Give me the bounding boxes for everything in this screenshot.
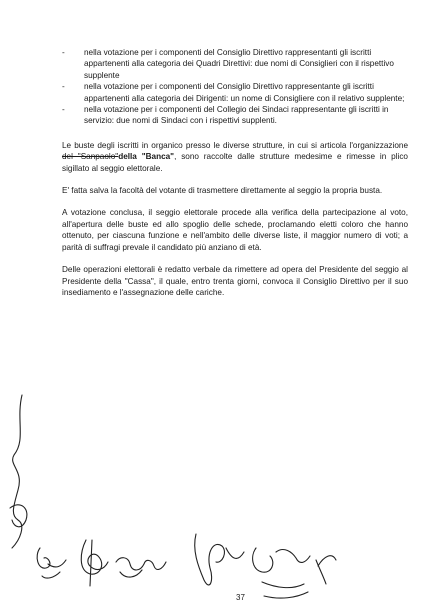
signature-3: [116, 558, 166, 577]
bullet-text: nella votazione per i componenti del Collegio dei Sindaci rappresentante gli iscritti in servizio: due nomi di Sindaci con i rispettivi supplenti.: [84, 105, 389, 126]
paragraph-votazione: A votazione conclusa, il seggio elettorale procede alla verifica della partecipazione al voto, all'apertura delle buste ed allo spoglio delle schede, proclamando eletti coloro che hanno ottenuto, per ciascuna funzione e nell'ambito delle diverse liste, il maggior numero di voti; a parità di suffragi prevale il candidato più anziano di età.: [62, 208, 408, 252]
paragraph-facolta: E' fatta salva la facoltà del votante di trasmettere direttamente al seggio la propria busta.: [62, 186, 383, 196]
bullet-text: nella votazione per i componenti del Consiglio Direttivo rappresentanti gli iscritti appartenenti alla categoria dei Quadri Direttivi: due nomi di Consiglieri con il rispettivo supplente: [84, 48, 394, 80]
signature-6: [316, 556, 336, 584]
signature-2: [81, 540, 108, 586]
paragraph-verbale: Delle operazioni elettorali è redatto verbale da rimettere ad opera del Presidente del seggio al Presidente della "Cassa", il quale, entro trenta giorni, convoca il Consiglio Direttivo per il suo insediamento e l'assegnazione delle cariche.: [62, 265, 408, 297]
page-number: 37: [236, 593, 245, 602]
struck-text: del "Sanpaolo": [62, 152, 119, 162]
signature-left-vertical: [10, 395, 27, 548]
signature-1: [37, 548, 66, 578]
paragraph-buste: Le buste degli iscritti in organico presso le diverse strutture, in cui si articola l'organizzazione del "Sanpaolo"della "Banca", sono raccolte dalle strutture medesime e rimesse in plico sigillato al seggio elettorale.: [62, 140, 408, 173]
inserted-text: della "Banca": [118, 152, 175, 162]
bullet-text: nella votazione per i componenti del Consiglio Direttivo rappresentante gli iscritti appartenenti alla categoria dei Dirigenti: un nome di Consigliere con il relativo supplente;: [84, 82, 405, 103]
bullet-dash: -: [62, 105, 65, 115]
bullet-dash: -: [62, 82, 65, 92]
signature-4: [195, 534, 244, 585]
signature-5: [253, 548, 310, 598]
bullet-dash: -: [62, 48, 65, 57]
